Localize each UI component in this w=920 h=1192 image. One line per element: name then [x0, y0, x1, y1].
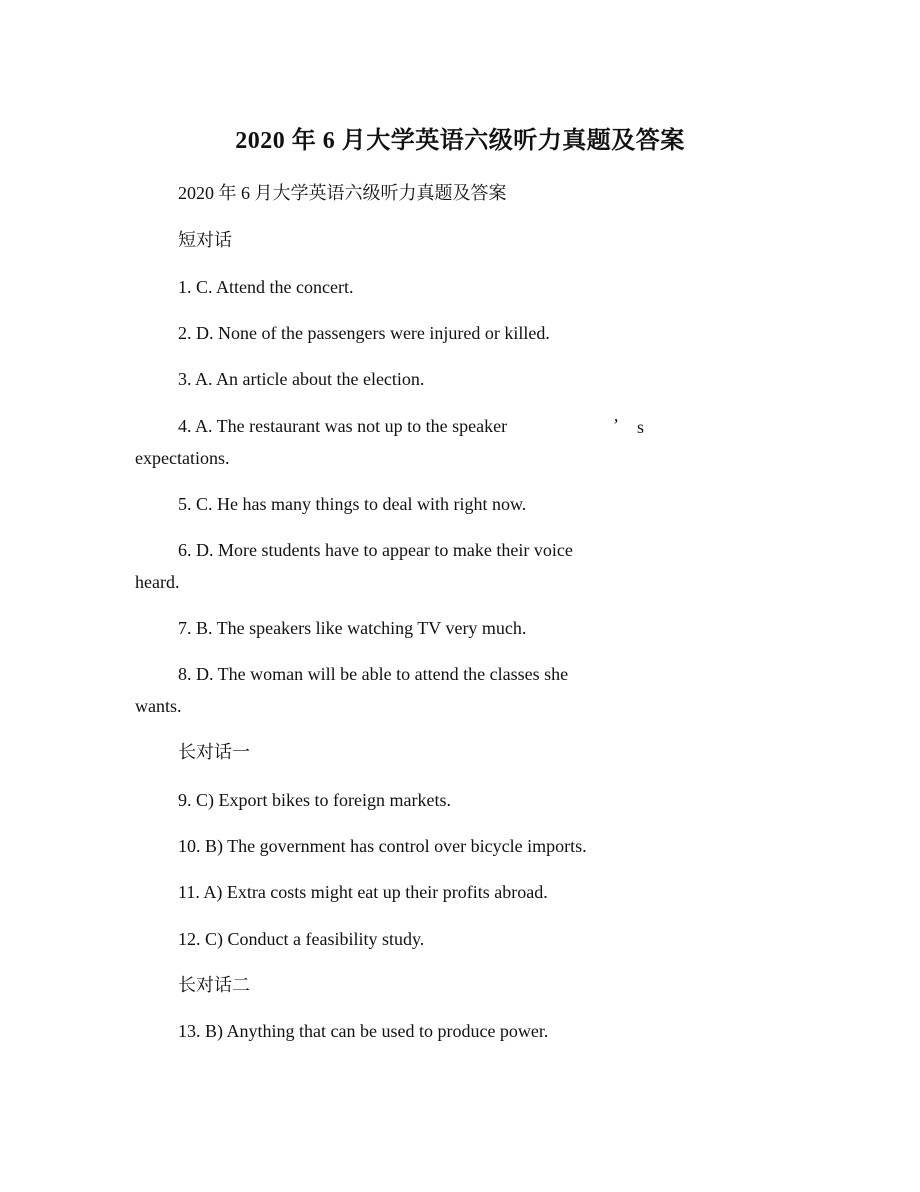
document-subtitle: 2020 年 6 月大学英语六级听力真题及答案: [178, 183, 507, 203]
section-heading-long-conversation-2: 长对话二: [178, 975, 250, 995]
section-heading-short-conversations: 短对话: [178, 230, 232, 250]
document-title: 2020 年 6 月大学英语六级听力真题及答案: [235, 128, 685, 154]
answer-6-line-1: 6. D. More students have to appear to make their voice: [178, 540, 573, 560]
answer-4-line-2: expectations.: [135, 448, 230, 468]
section-heading-long-conversation-1: 长对话一: [178, 742, 250, 762]
answer-4-possessive-s: s: [637, 417, 645, 437]
answer-13: 13. B) Anything that can be used to produce power.: [178, 1021, 549, 1041]
answer-1: 1. C. Attend the concert.: [178, 277, 354, 297]
answer-10: 10. B) The government has control over bicycle imports.: [178, 836, 587, 856]
answer-12: 12. C) Conduct a feasibility study.: [178, 929, 425, 949]
answer-5: 5. C. He has many things to deal with right now.: [178, 494, 527, 514]
answer-8-line-2: wants.: [135, 696, 182, 716]
answer-4-apostrophe: ’: [613, 415, 619, 435]
answer-4-line-1: 4. A. The restaurant was not up to the speaker: [178, 416, 508, 436]
answer-2: 2. D. None of the passengers were injured or killed.: [178, 323, 550, 343]
answer-9: 9. C) Export bikes to foreign markets.: [178, 790, 451, 810]
answer-11: 11. A) Extra costs might eat up their profits abroad.: [178, 882, 548, 902]
answer-8-line-1: 8. D. The woman will be able to attend the classes she: [178, 664, 569, 684]
answer-7: 7. B. The speakers like watching TV very much.: [178, 618, 527, 638]
answer-6-line-2: heard.: [135, 572, 180, 592]
answer-3: 3. A. An article about the election.: [178, 369, 425, 389]
